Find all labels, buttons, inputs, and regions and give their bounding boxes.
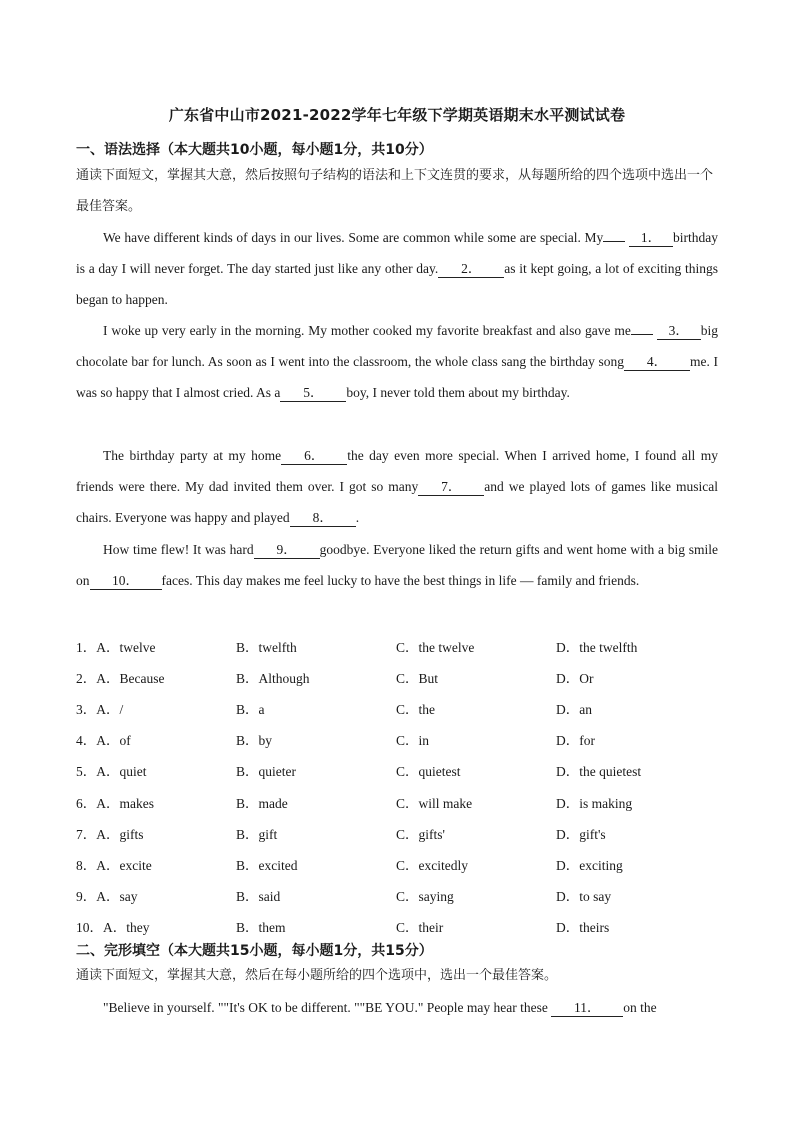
blank-2[interactable]: 2． <box>438 261 504 278</box>
text: big chocolate bar for lunch. As soon as I went into the classroom, the whole class sang the birthday song <box>76 323 719 369</box>
text: the day even more special. When I arrived home, I found all my friends were there. My dad invited them over. I got so many <box>76 448 718 494</box>
option-a[interactable]: 7．A．gifts <box>76 827 144 842</box>
option-b[interactable]: B．said <box>236 889 281 904</box>
text: We have different kinds of days in our lives. Some are common while some are special. My <box>103 230 604 245</box>
option-a[interactable]: 6．A．makes <box>76 796 154 811</box>
option-d[interactable]: D．is making <box>556 796 633 811</box>
option-b[interactable]: B．gift <box>236 827 278 842</box>
option-a[interactable]: 2．A．Because <box>76 671 165 686</box>
option-d[interactable]: D．the quietest <box>556 764 642 779</box>
option-a[interactable]: 4．A．of <box>76 733 131 748</box>
text: me. I was so happy that I almost cried. As a <box>76 354 718 400</box>
option-c[interactable]: C．the twelve <box>396 640 475 655</box>
option-a[interactable]: 8．A．excite <box>76 858 152 873</box>
option-row-5 <box>76 760 718 780</box>
option-a[interactable]: 9．A．say <box>76 889 138 904</box>
blank-4[interactable]: 4． <box>624 354 690 371</box>
option-a[interactable]: 3．A．/ <box>76 702 124 717</box>
option-row-4 <box>76 729 718 749</box>
option-row-9 <box>76 885 718 905</box>
option-c[interactable]: C．will make <box>396 796 473 811</box>
blank-11[interactable]: 11． <box>551 1000 623 1017</box>
text: and we played lots of games like musical chairs. Everyone was happy and played <box>76 479 718 525</box>
passage-paragraph-4 <box>76 534 718 596</box>
option-c[interactable]: C．the <box>396 702 435 717</box>
option-d[interactable]: D．for <box>556 733 595 748</box>
option-a[interactable]: 5．A．quiet <box>76 764 147 779</box>
text: "Believe in yourself. ""It's OK to be different. ""BE YOU." People may hear these <box>103 1000 548 1015</box>
option-b[interactable]: B．by <box>236 733 273 748</box>
option-d[interactable]: D．exciting <box>556 858 623 873</box>
blank-8[interactable]: 8． <box>290 510 356 527</box>
text: on the <box>623 1000 657 1015</box>
text: birthday is a day I will never forget. The day started just like any other day. <box>76 230 719 276</box>
option-a[interactable]: 10．A．they <box>76 920 150 935</box>
section1-instruction: 通读下面短文，掌握其大意，然后按照句子结构的语法和上下文连贯的要求，从每题所给的四个选项中选出一个最佳答案。 <box>76 168 714 214</box>
option-c[interactable]: C．quietest <box>396 764 461 779</box>
section2-heading: 二、完形填空（本大题共15小题，每小题1分，共15分） <box>76 943 433 959</box>
text: faces. This day makes me feel lucky to have the best things in life — family and friends. <box>161 573 640 588</box>
option-b[interactable]: B．them <box>236 920 286 935</box>
blank-9[interactable]: 9． <box>254 542 320 559</box>
passage-paragraph-2 <box>76 315 718 408</box>
option-row-6 <box>76 792 718 812</box>
option-d[interactable]: D．Or <box>556 671 594 686</box>
text: . <box>355 510 360 525</box>
option-row-7 <box>76 823 718 843</box>
option-row-2 <box>76 667 718 687</box>
option-b[interactable]: B．quieter <box>236 764 296 779</box>
blank-tail <box>603 241 625 242</box>
blank-1[interactable]: 1． <box>629 230 673 247</box>
text: I woke up very early in the morning. My mother cooked my favorite breakfast and also gave me <box>103 323 631 338</box>
text: boy, I never told them about my birthday. <box>346 385 570 400</box>
option-b[interactable]: B．Although <box>236 671 310 686</box>
option-c[interactable]: C．But <box>396 671 439 686</box>
option-c[interactable]: C．gifts' <box>396 827 445 842</box>
option-b[interactable]: B．a <box>236 702 265 717</box>
blank-10[interactable]: 10． <box>90 573 162 590</box>
option-c[interactable]: C．saying <box>396 889 454 904</box>
option-row-3 <box>76 698 718 718</box>
passage2-paragraph-1 <box>76 992 718 1023</box>
blank-tail <box>631 334 653 335</box>
blank-6[interactable]: 6． <box>281 448 347 465</box>
option-d[interactable]: D．the twelfth <box>556 640 638 655</box>
option-b[interactable]: B．excited <box>236 858 298 873</box>
option-d[interactable]: D．an <box>556 702 592 717</box>
option-row-1 <box>76 636 718 656</box>
section2-instruction: 通读下面短文，掌握其大意，然后在每小题所给的四个选项中，选出一个最佳答案。 <box>76 968 558 983</box>
option-c[interactable]: C．their <box>396 920 444 935</box>
option-a[interactable]: 1．A．twelve <box>76 640 156 655</box>
blank-3[interactable]: 3． <box>657 323 701 340</box>
text: The birthday party at my home <box>103 448 282 463</box>
text: as it kept going, a lot of exciting things began to happen. <box>76 261 718 307</box>
option-c[interactable]: C．excitedly <box>396 858 468 873</box>
blank-5[interactable]: 5． <box>280 385 346 402</box>
option-row-10 <box>76 916 718 936</box>
page-title: 广东省中山市2021-2022学年七年级下学期英语期末水平测试试卷 <box>168 106 626 124</box>
text: goodbye. Everyone liked the return gifts and went home with a big smile on <box>76 542 718 588</box>
option-d[interactable]: D．gift's <box>556 827 606 842</box>
text: How time flew! It was hard <box>103 542 254 557</box>
blank-7[interactable]: 7． <box>418 479 484 496</box>
passage-paragraph-3 <box>76 440 718 533</box>
option-c[interactable]: C．in <box>396 733 430 748</box>
option-row-8 <box>76 854 718 874</box>
option-d[interactable]: D．to say <box>556 889 612 904</box>
section1-heading: 一、语法选择（本大题共10小题，每小题1分，共10分） <box>76 142 433 158</box>
passage-paragraph-1 <box>76 222 718 315</box>
option-d[interactable]: D．theirs <box>556 920 610 935</box>
option-b[interactable]: B．twelfth <box>236 640 297 655</box>
option-b[interactable]: B．made <box>236 796 288 811</box>
